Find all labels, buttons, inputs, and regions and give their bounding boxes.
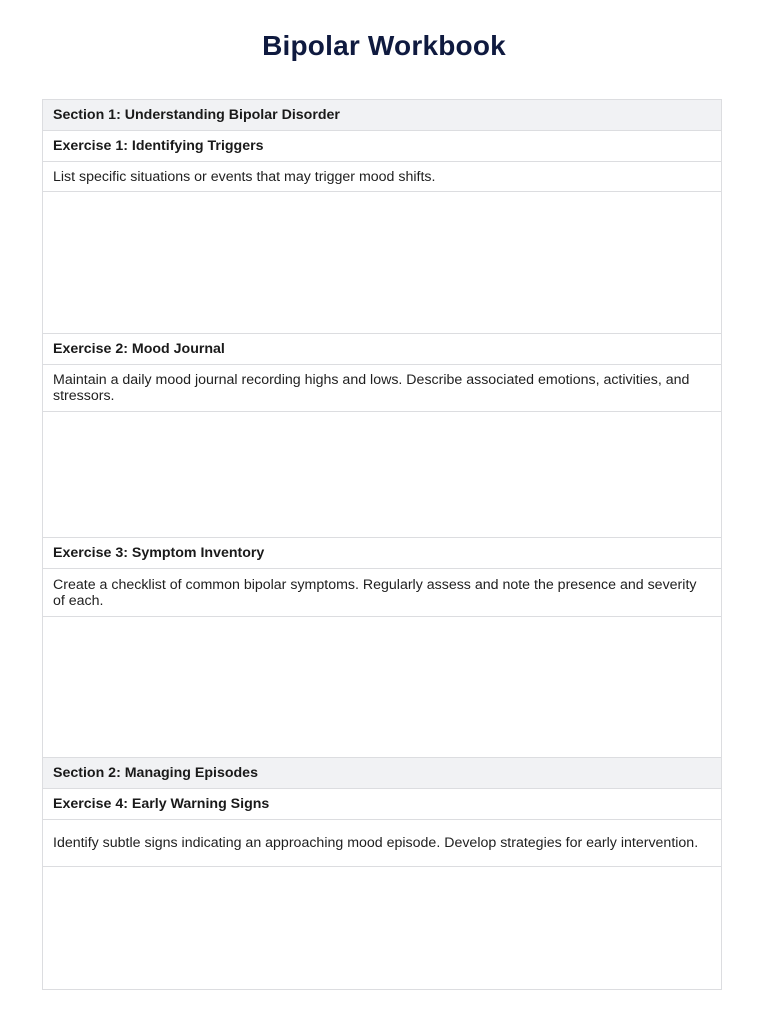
exercise-2-answer-area[interactable] xyxy=(43,412,721,538)
exercise-3-description: Create a checklist of common bipolar symptoms. Regularly assess and note the presence and severity of each. xyxy=(43,569,721,617)
exercise-1-title: Exercise 1: Identifying Triggers xyxy=(43,131,721,162)
exercise-3-title: Exercise 3: Symptom Inventory xyxy=(43,538,721,569)
exercise-3-answer-area[interactable] xyxy=(43,617,721,758)
workbook-table xyxy=(42,99,722,990)
exercise-4-answer-area[interactable] xyxy=(43,867,721,989)
exercise-4-title: Exercise 4: Early Warning Signs xyxy=(43,789,721,820)
exercise-2-description: Maintain a daily mood journal recording highs and lows. Describe associated emotions, activities, and stressors. xyxy=(43,365,721,412)
exercise-2-title: Exercise 2: Mood Journal xyxy=(43,334,721,365)
section-1-heading: Section 1: Understanding Bipolar Disorder xyxy=(43,100,721,131)
page-title: Bipolar Workbook xyxy=(262,30,506,61)
exercise-4-description: Identify subtle signs indicating an approaching mood episode. Develop strategies for early intervention. xyxy=(43,820,721,867)
exercise-1-answer-area[interactable] xyxy=(43,192,721,334)
section-2-heading: Section 2: Managing Episodes xyxy=(43,758,721,789)
exercise-1-description: List specific situations or events that may trigger mood shifts. xyxy=(43,162,721,192)
